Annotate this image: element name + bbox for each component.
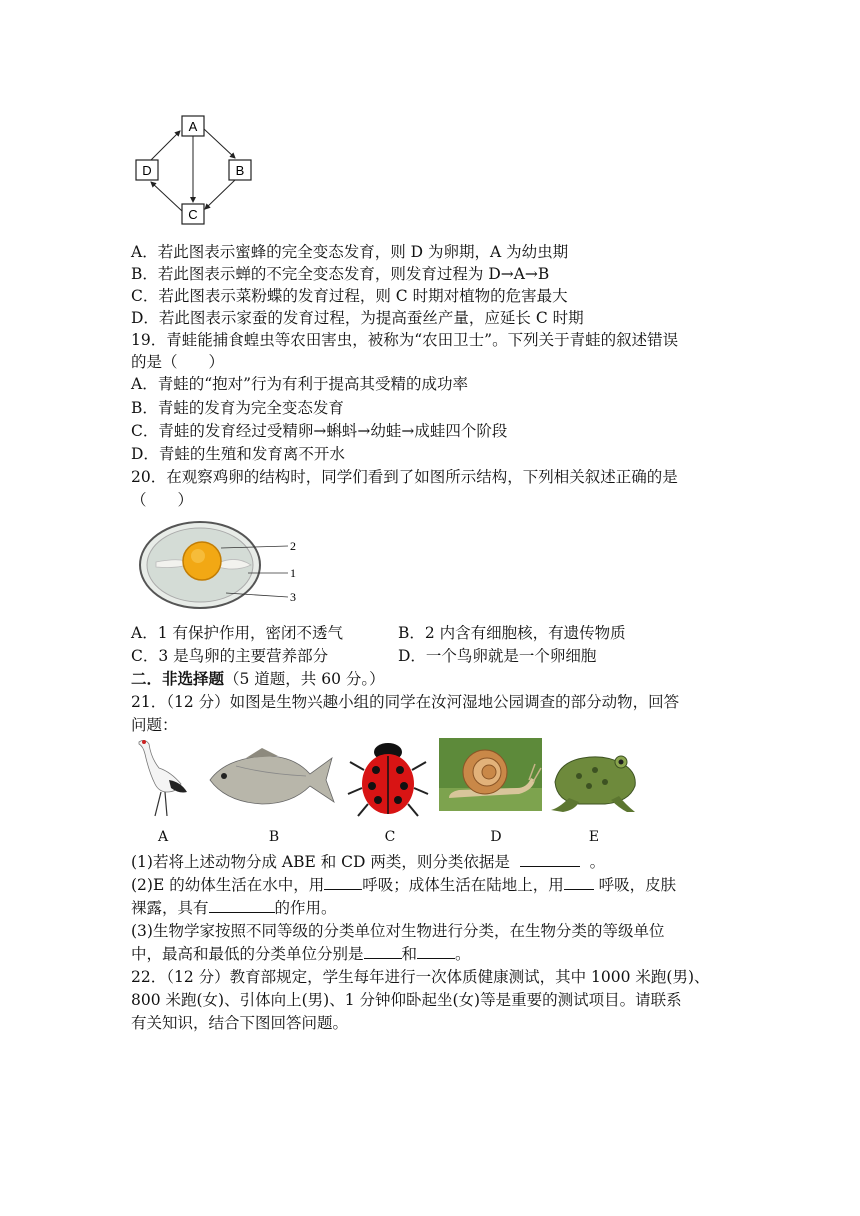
node-a-text: A: [188, 119, 198, 134]
egg-label-2: 2: [290, 539, 296, 553]
animal-label-a: A: [157, 829, 169, 845]
diagram-box-a: [182, 116, 204, 136]
q18-option-a: A．若此图表示蜜蜂的完全变态发育，则 D 为卵期，A 为幼虫期: [131, 243, 569, 261]
animal-label-d: D: [490, 829, 502, 845]
diagram-box-d: [136, 160, 158, 180]
q21-part3-text-c: 和: [401, 945, 418, 963]
arrow-b-to-c: [205, 180, 235, 209]
q21-blank-adult-breathing: [564, 875, 594, 890]
egg-label-3: 3: [290, 590, 296, 604]
q21-part2-line1: [131, 874, 676, 896]
q21-part2-text-d: 裸露，具有: [131, 899, 209, 917]
q21-part2-text-b: 呼吸；成体生活在陆地上，用: [362, 876, 564, 894]
section-note: （5 道题，共 60 分。）: [224, 670, 385, 688]
animal-label-b: B: [268, 829, 280, 845]
q21-part3-text-d: 。: [455, 945, 471, 963]
egg-label-1: 1: [290, 566, 296, 580]
section-title: 二．非选择题: [131, 669, 225, 688]
q19-option-a: A．青蛙的“抱对”行为有利于提高其受精的成功率: [131, 375, 469, 393]
q20-stem-line2: （ ）: [131, 491, 194, 509]
q19-stem-line1: 19．青蛙能捕食蝗虫等农田害虫，被称为“农田卫士”。下列关于青蛙的叙述错误: [131, 331, 679, 349]
q20-option-b: B．2 内含有细胞核，有遗传物质: [398, 624, 626, 642]
q21-stem-line2: 问题：: [131, 716, 178, 734]
q21-part3-text-b: 中，最高和最低的分类单位分别是: [131, 945, 364, 963]
q21-part2-line2: [131, 897, 337, 919]
q20-option-a: A．1 有保护作用，密闭不透气: [131, 624, 343, 642]
q21-part3-line2: [131, 943, 471, 965]
q21-part1-end: 。: [589, 853, 606, 871]
section-heading: [131, 668, 385, 690]
q20-option-c: C．3 是鸟卵的主要营养部分: [131, 647, 329, 665]
q18-option-b: B．若此图表示蝉的不完全变态发育，则发育过程为 D→A→B: [131, 265, 550, 283]
q21-part2-text-a: (2)E 的幼体生活在水中，用: [131, 876, 325, 894]
q19-option-c: C．青蛙的发育经过受精卵→蝌蚪→幼蛙→成蛙四个阶段: [131, 422, 508, 440]
arrow-a-to-b: [204, 129, 235, 158]
q19-stem-line2: 的是（ ）: [131, 353, 225, 371]
q21-part3-line1: (3)生物学家按照不同等级的分类单位对生物进行分类，在生物分类的等级单位: [131, 922, 665, 940]
frog-image: [549, 742, 641, 814]
q21-part2-text-c: 呼吸，皮肤: [593, 876, 677, 894]
q19-option-b: B．青蛙的发育为完全变态发育: [131, 399, 344, 417]
animal-images: [131, 736, 651, 846]
q21-blank-basis: [520, 852, 580, 867]
q19-option-d: D．青蛙的生殖和发育离不开水: [131, 445, 345, 463]
crane-image: [131, 736, 191, 818]
q18-option-c: C．若此图表示菜粉蝶的发育过程，则 C 时期对植物的危害最大: [131, 287, 568, 305]
q22-line1: 22．（12 分）教育部规定，学生每年进行一次体质健康测试，其中 1000 米跑(男)、: [131, 968, 710, 986]
snail-image: [439, 738, 542, 811]
q21-blank-highest-unit: [364, 944, 402, 959]
arrow-c-to-d: [151, 182, 182, 211]
q22-line3: 有关知识，结合下图回答问题。: [131, 1014, 349, 1032]
node-b-text: B: [235, 163, 245, 178]
q21-part1-text: (1)若将上述动物分成 ABE 和 CD 两类，则分类依据是: [131, 853, 510, 871]
q20-option-d: D．一个鸟卵就是一个卵细胞: [398, 647, 597, 665]
q21-blank-lowest-unit: [417, 944, 455, 959]
diagram-box-b: [229, 160, 251, 180]
life-cycle-diagram: [131, 113, 256, 228]
q20-stem-line1: 20．在观察鸡卵的结构时，同学们看到了如图所示结构，下列相关叙述正确的是: [131, 468, 678, 486]
q21-blank-skin-function: [209, 898, 275, 913]
animal-label-c: C: [384, 829, 396, 845]
q21-blank-larva-breathing: [324, 875, 362, 890]
ladybug-image: [346, 736, 431, 818]
q18-option-d: D．若此图表示家蚕的发育过程，为提高蚕丝产量，应延长 C 时期: [131, 309, 584, 327]
fish-image: [206, 744, 336, 814]
diagram-box-c: [182, 204, 204, 224]
animal-label-e: E: [588, 829, 600, 845]
q21-stem-line1: 21．（12 分）如图是生物兴趣小组的同学在汝河湿地公园调查的部分动物，回答: [131, 693, 680, 711]
q21-part2-text-e: 的作用。: [274, 899, 337, 917]
node-d-text: D: [142, 163, 152, 178]
arrow-d-to-a: [151, 131, 180, 160]
q21-part1: [131, 851, 605, 873]
egg-structure-image: [136, 517, 301, 612]
node-c-text: C: [188, 207, 198, 222]
q22-line2: 800 米跑(女)、引体向上(男)、1 分钟仰卧起坐(女)等是重要的测试项目。请联系: [131, 991, 682, 1009]
